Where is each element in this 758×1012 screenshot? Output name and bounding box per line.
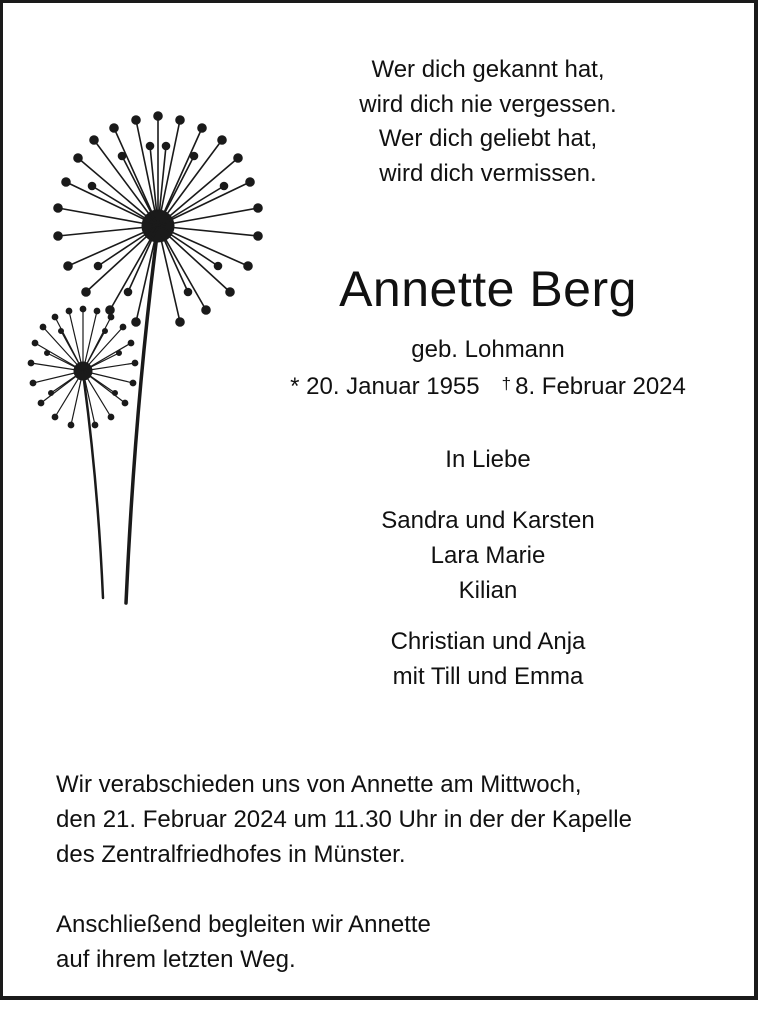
life-dates	[253, 367, 723, 404]
mourner-line: Sandra und Karsten	[381, 507, 595, 534]
birth-symbol: *	[290, 373, 300, 400]
verse-line: wird dich nie vergessen.	[359, 90, 617, 118]
text-line: Wir verabschieden uns von Annette am Mittwoch,	[56, 771, 582, 798]
closing-phrase: In Liebe	[445, 446, 531, 473]
dandelion-flowers-icon	[23, 103, 263, 613]
mourner-line: mit Till und Emma	[392, 663, 584, 690]
text-line: auf ihrem letzten Weg.	[56, 946, 296, 973]
maiden-name: geb. Lohmann	[411, 336, 565, 363]
mourner-line: Kilian	[458, 577, 518, 604]
birth-date: 20. Januar 1955	[306, 373, 480, 400]
text-line: den 21. Februar 2024 um 11.30 Uhr in der der Kapelle	[56, 806, 632, 833]
mourner-line: Lara Marie	[430, 542, 546, 569]
cross-icon: †	[501, 374, 512, 393]
burial-paragraph	[56, 907, 736, 977]
family-group-1	[253, 503, 723, 608]
memorial-verse	[253, 53, 723, 191]
funeral-paragraph	[56, 767, 736, 872]
family-group-2	[253, 624, 723, 694]
death-date: 8. Februar 2024	[515, 373, 686, 400]
deceased-name: Annette Berg	[339, 261, 637, 317]
funeral-details	[56, 767, 736, 1012]
verse-line: wird dich vermissen.	[379, 159, 597, 187]
mourner-line: Christian und Anja	[390, 628, 586, 655]
verse-line: Wer dich gekannt hat,	[371, 56, 605, 83]
verse-line: Wer dich geliebt hat,	[378, 125, 598, 152]
text-line: Anschließend begleiten wir Annette	[56, 911, 431, 938]
text-line: des Zentralfriedhofes in Münster.	[56, 841, 406, 868]
